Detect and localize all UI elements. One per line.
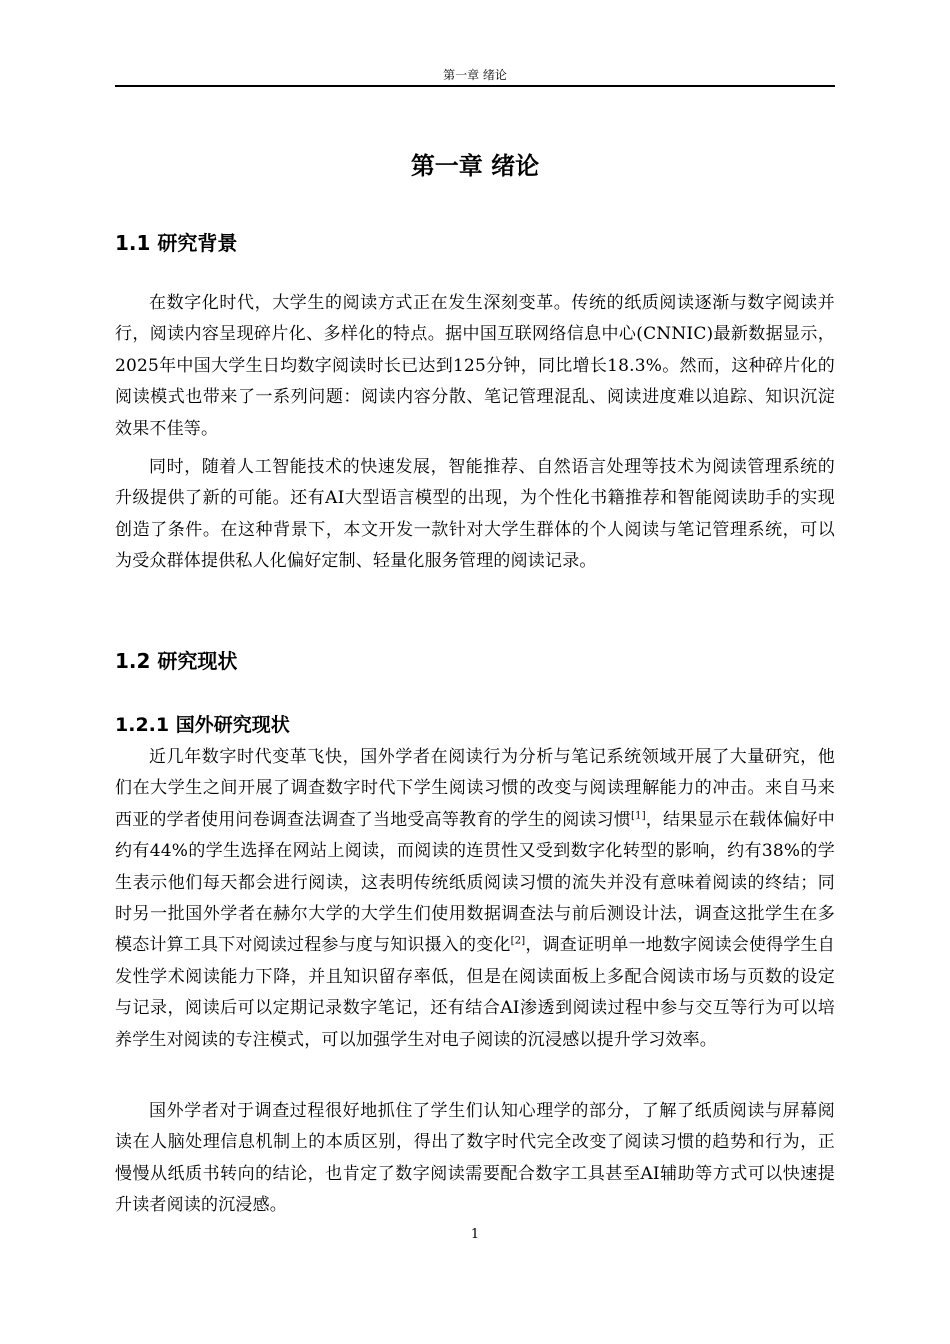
- citation-ref-2: [2]: [510, 935, 526, 947]
- paragraph-text-part: ，调查证明单一地数字阅读会使得学生自发性学术阅读能力下降，并且知识留存率低，但是在阅读面板上多配合阅读市场与页数的设定与记录，阅读后可以定期记录数字笔记，还有结合AI渗透到阅读过程中参与交互等行为可以培养学生对阅读的专注模式，可以加强学生对电子阅读的沉浸感以提升学习效率。: [115, 935, 835, 1050]
- running-header: 第一章 绪论: [443, 68, 507, 82]
- paragraph-background-2: 同时，随着人工智能技术的快速发展，智能推荐、自然语言处理等技术为阅读管理系统的升级提供了新的可能。还有AI大型语言模型的出现，为个性化书籍推荐和智能阅读助手的实现创造了条件。在这种背景下，本文开发一款针对大学生群体的个人阅读与笔记管理系统，可以为受众群体提供私人化偏好定制、轻量化服务管理的阅读记录。: [115, 457, 835, 572]
- paragraph-foreign-research-1: [115, 742, 835, 1056]
- paragraph-background-1: 在数字化时代，大学生的阅读方式正在发生深刻变革。传统的纸质阅读逐渐与数字阅读并行，阅读内容呈现碎片化、多样化的特点。据中国互联网络信息中心(CNNIC)最新数据显示，2025年中国大学生日均数字阅读时长已达到125分钟，同比增长18.3%。然而，这种碎片化的阅读模式也带来了一系列问题：阅读内容分散、笔记管理混乱、阅读进度难以追踪、知识沉淀效果不佳等。: [115, 293, 835, 439]
- paragraph-text-part: 近几年数字时代变革飞快，国外学者在阅读行为分析与笔记系统领域开展了大量研究，他们在大学生之间开展了调查数字时代下学生阅读习惯的改变与阅读理解能力的冲击。来自马来西亚的学者使用问卷调查法调查了当地受高等教育的学生的阅读习惯: [115, 747, 835, 830]
- citation-ref-1: [1]: [631, 810, 646, 822]
- header-divider: [115, 85, 835, 87]
- subsection-heading-1-2-1: 1.2.1 国外研究现状: [115, 714, 290, 736]
- section-heading-1-1: 1.1 研究背景: [115, 231, 238, 255]
- paragraph-foreign-research-2: 国外学者对于调查过程很好地抓住了学生们认知心理学的部分，了解了纸质阅读与屏幕阅读在人脑处理信息机制上的本质区别，得出了数字时代完全改变了阅读习惯的趋势和行为，正慢慢从纸质书转向的结论，也肯定了数字阅读需要配合数字工具甚至AI辅助等方式可以快速提升读者阅读的沉浸感。: [115, 1101, 835, 1216]
- page-number: 1: [470, 1227, 480, 1242]
- chapter-title: 第一章 绪论: [410, 152, 540, 180]
- section-heading-1-2: 1.2 研究现状: [115, 649, 238, 673]
- paragraph-text-part: ，结果显示在载体偏好中约有44%的学生选择在网站上阅读，而阅读的连贯性又受到数字化转型的影响，约有38%的学生表示他们每天都会进行阅读，这表明传统纸质阅读习惯的流失并没有意味着阅读的终结；同时另一批国外学者在赫尔大学的大学生们使用数据调查法与前后测设计法，调查这批学生在多模态计算工具下对阅读过程参与度与知识摄入的变化: [115, 809, 836, 956]
